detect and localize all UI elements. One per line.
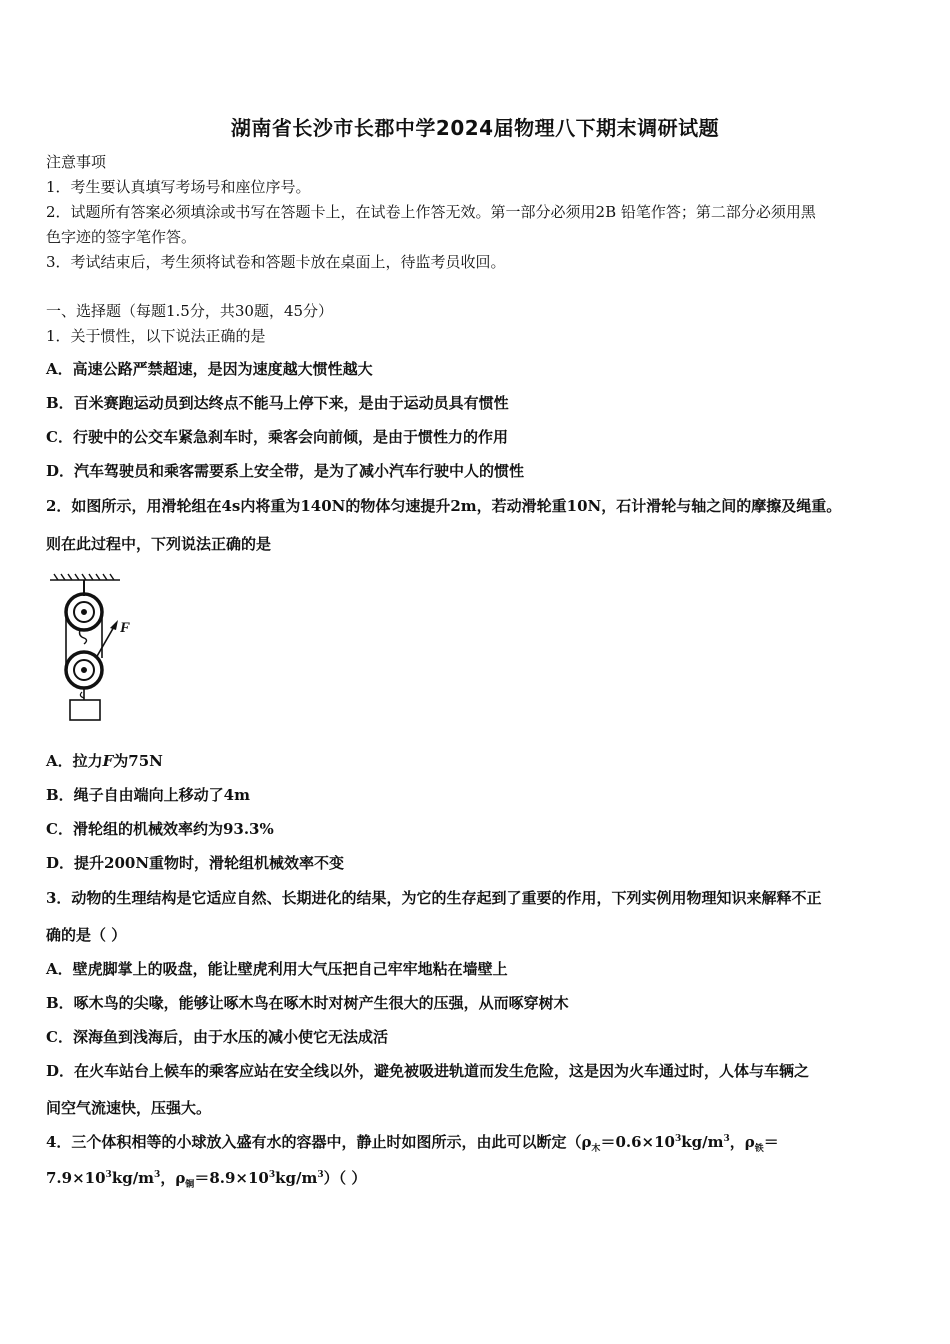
question-3-stem-cont: 确的是（ ） <box>46 926 127 944</box>
section-heading: 一、选择题（每题1.5分，共30题，45分） <box>46 302 334 320</box>
load-block <box>70 700 100 720</box>
question-1-option-a: A．高速公路严禁超速，是因为速度越大惯性越大 <box>46 360 373 378</box>
force-label: F <box>120 620 131 636</box>
ceiling-hatch <box>50 574 120 580</box>
question-2-option-d: D．提升200N重物时，滑轮组机械效率不变 <box>46 854 345 872</box>
notice-heading: 注意事项 <box>46 153 107 171</box>
question-3-option-c: C．深海鱼到浅海后，由于水压的减小使它无法成活 <box>46 1028 388 1046</box>
question-2-option-a: A．拉力F为75N <box>46 752 163 770</box>
question-2-stem: 2．如图所示，用滑轮组在4s内将重为140N的物体匀速提升2m，若动滑轮重10N，石计滑轮与轴之间的摩擦及绳重。 <box>46 497 842 515</box>
question-1-option-d: D．汽车驾驶员和乘客需要系上安全带，是为了减小汽车行驶中人的惯性 <box>46 462 525 480</box>
notice-item: 2．试题所有答案必须填涂或书写在答题卡上，在试卷上作答无效。第一部分必须用2B 铅笔作答；第二部分必须用黑 <box>46 203 816 221</box>
pulley-figure <box>44 572 144 732</box>
question-1-option-c: C．行驶中的公交车紧急刹车时，乘客会向前倾，是由于惯性力的作用 <box>46 428 508 446</box>
question-3-stem: 3．动物的生理结构是它适应自然、长期进化的结果，为它的生存起到了重要的作用，下列实例用物理知识来解释不正 <box>46 889 822 907</box>
question-4-stem-cont: $7.9\times 10^3kg/m^3$，$\rho_铜=8.9\times 10^3kg/m^3$）（ ） <box>46 1169 367 1190</box>
question-1-option-b: B．百米赛跑运动员到达终点不能马上停下来，是由于运动员具有惯性 <box>46 394 509 412</box>
notice-item: 3．考试结束后，考生须将试卷和答题卡放在桌面上，待监考员收回。 <box>46 253 506 271</box>
question-3-option-a: A．壁虎脚掌上的吸盘，能让壁虎利用大气压把自己牢牢地粘在墙壁上 <box>46 960 508 978</box>
question-2-stem-cont: 则在此过程中，下列说法正确的是 <box>46 535 272 553</box>
question-3-option-d: D．在火车站台上候车的乘客应站在安全线以外，避免被吸进轨道而发生危险，这是因为火车通过时，人体与车辆之 <box>46 1062 810 1080</box>
question-4-stem: 4．三个体积相等的小球放入盛有水的容器中，静止时如图所示，由此可以断定（$\rho_木=0.6\times 10^3kg/m^3$，$\rho_铁=$ <box>46 1133 779 1154</box>
page-title: 湖南省长沙市长郡中学2024届物理八下期末调研试题 <box>230 116 720 140</box>
notice-item: 1．考生要认真填写考场号和座位序号。 <box>46 178 311 196</box>
question-2-option-c: C．滑轮组的机械效率约为93.3% <box>46 820 274 838</box>
force-variable: F <box>102 752 114 770</box>
question-3-option-b: B．啄木鸟的尖喙，能够让啄木鸟在啄木时对树产生很大的压强，从而啄穿树木 <box>46 994 569 1012</box>
question-3-option-d-cont: 间空气流速快，压强大。 <box>46 1099 212 1117</box>
notice-item: 色字迹的签字笔作答。 <box>46 228 197 246</box>
question-2-option-b: B．绳子自由端向上移动了4m <box>46 786 250 804</box>
question-1-stem: 1．关于惯性，以下说法正确的是 <box>46 327 266 345</box>
